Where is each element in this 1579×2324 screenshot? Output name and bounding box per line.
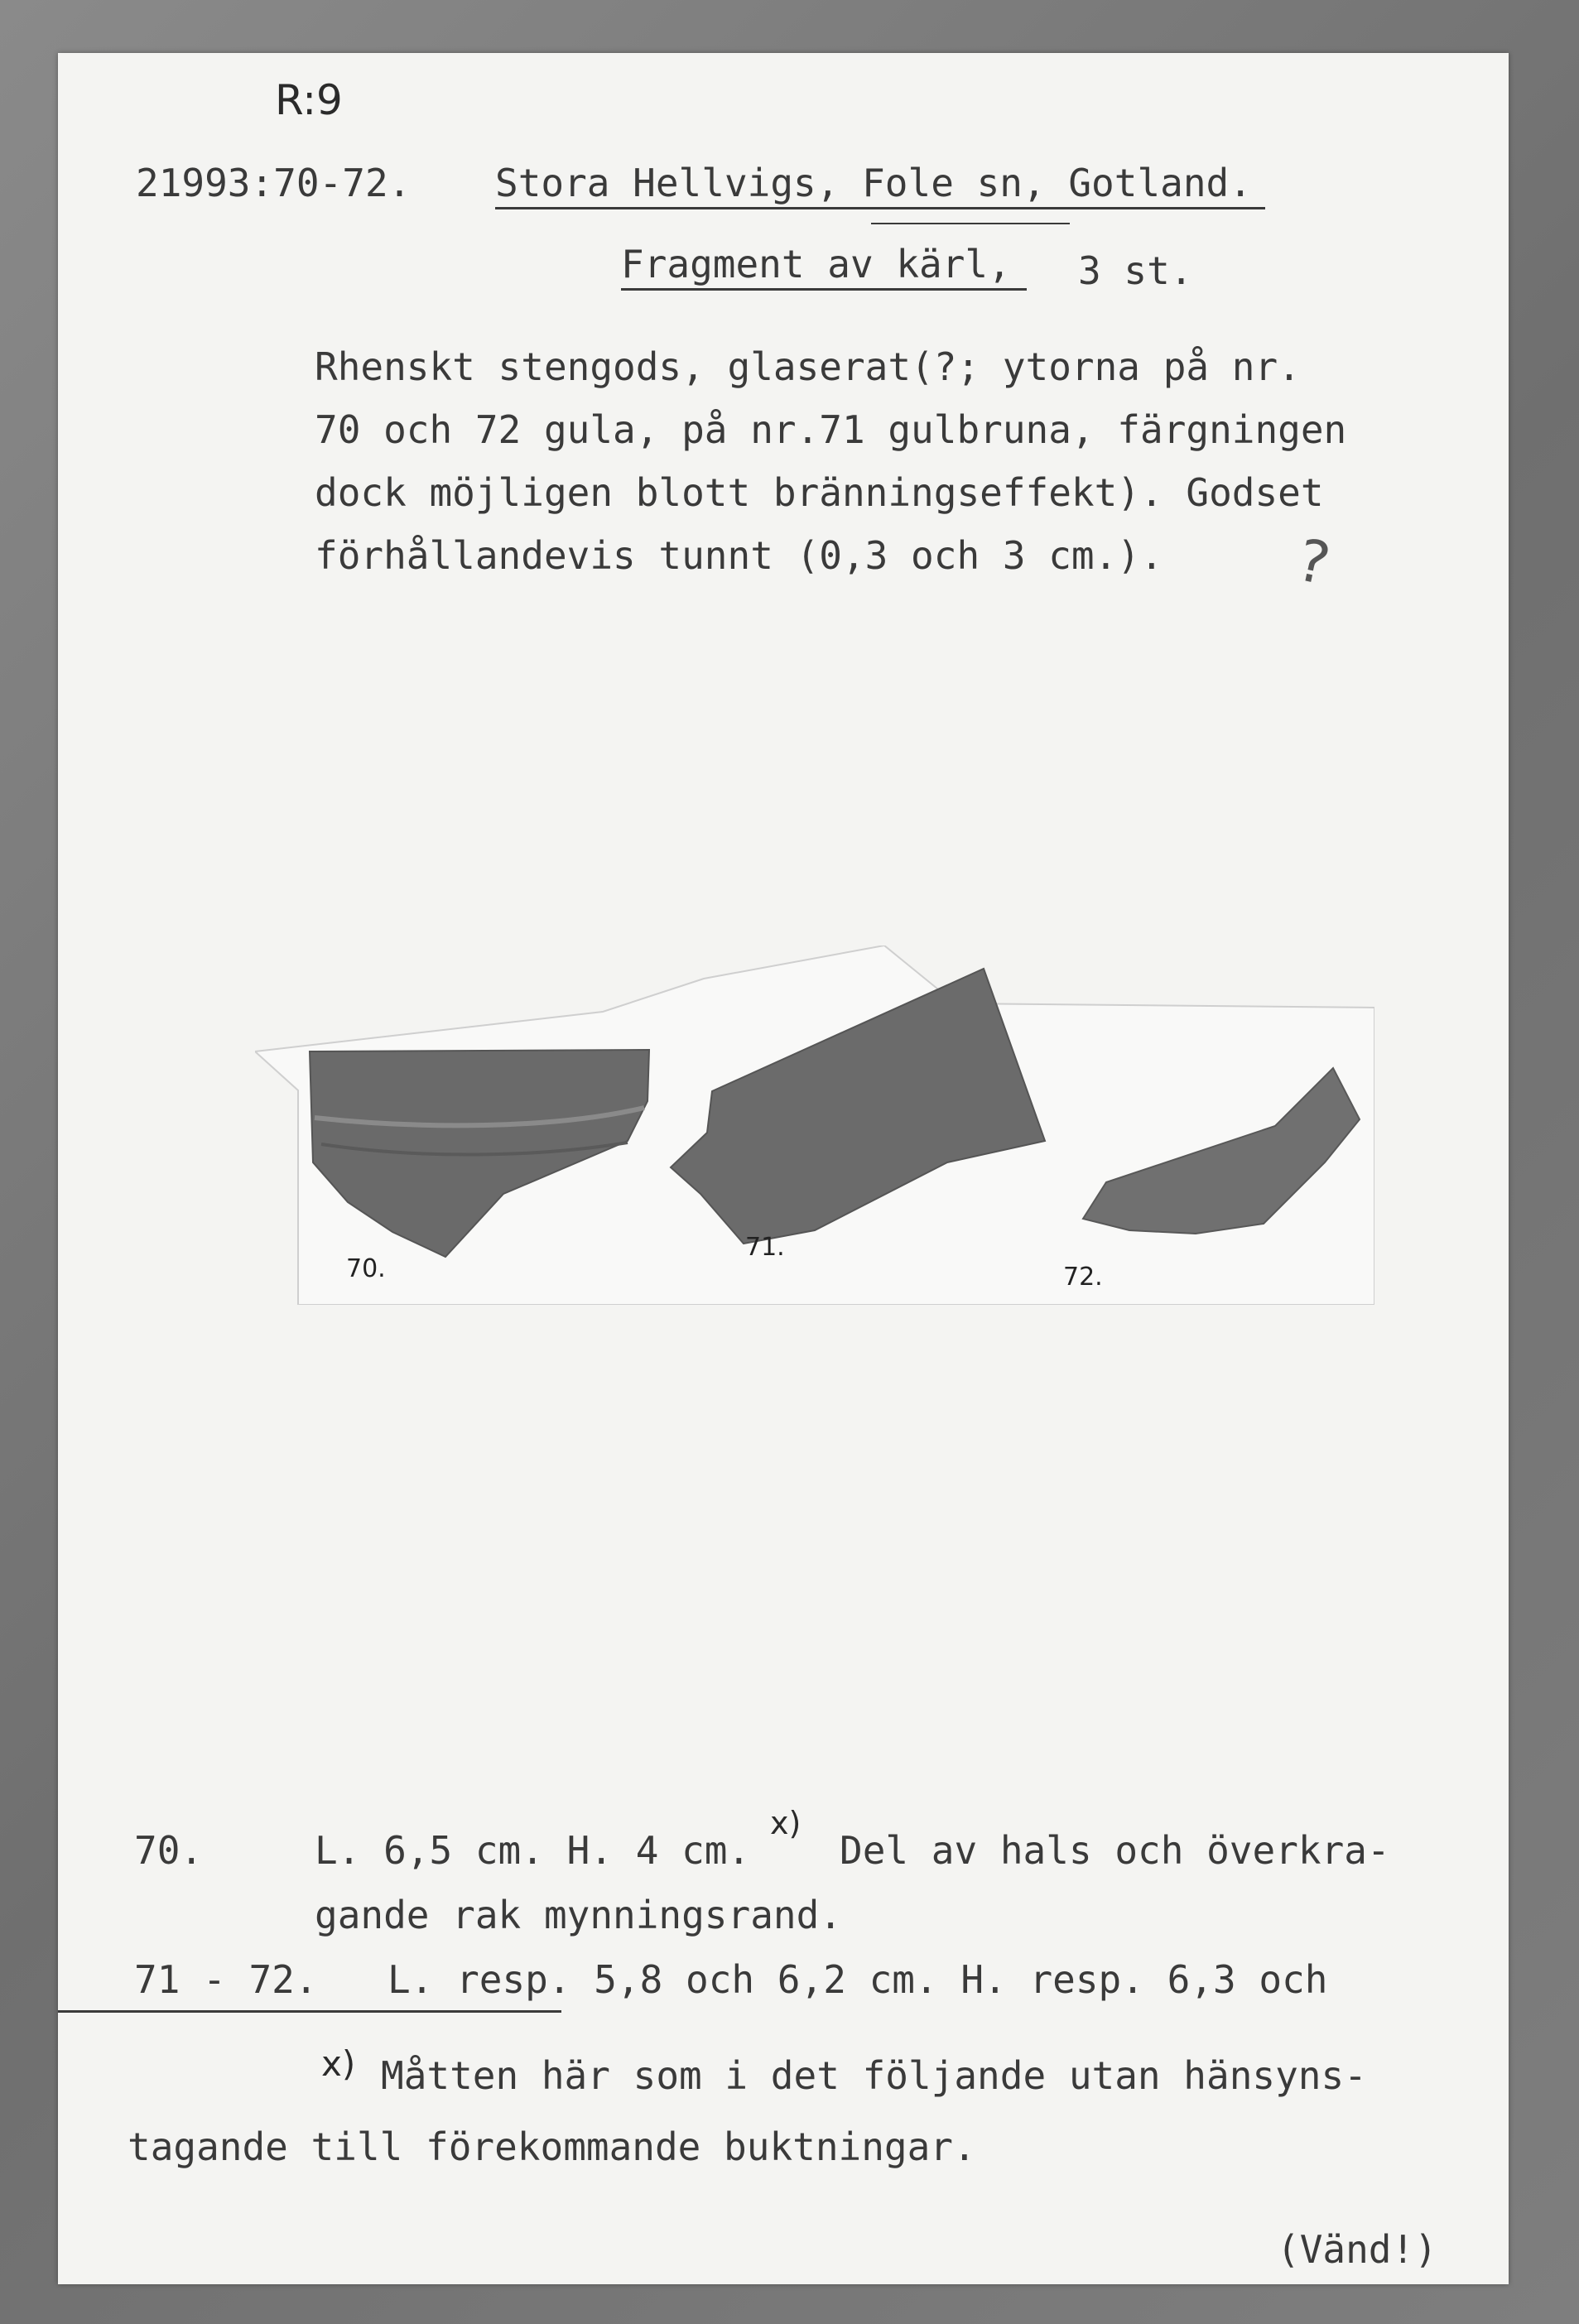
- object-underline: [621, 288, 1027, 291]
- handwritten-reference: R:9: [275, 76, 343, 124]
- entry-70-description-1: Del av hals och överkra-: [840, 1828, 1390, 1873]
- description-line-4: förhållandevis tunnt (0,3 och 3 cm.).: [315, 533, 1163, 578]
- object-count: 3 st.: [1078, 248, 1193, 293]
- photo-label-70: 70.: [346, 1254, 386, 1283]
- photo-label-72: 72.: [1063, 1263, 1103, 1292]
- photo-label-71: 71.: [745, 1233, 785, 1262]
- object-name: Fragment av kärl,: [621, 242, 1011, 286]
- entry-70-description-2: gande rak mynningsrand.: [315, 1893, 842, 1937]
- entry-70-number: 70.: [134, 1828, 204, 1873]
- fragments-photograph: [255, 945, 1374, 1305]
- catalog-card: [58, 53, 1509, 2284]
- description-line-1: Rhenskt stengods, glaserat(?; ytorna på nr.: [315, 344, 1301, 389]
- footnote-separator: [58, 2010, 561, 2013]
- handwritten-question-mark: ?: [1291, 526, 1336, 599]
- entry-71-72-measurements: L. resp. 5,8 och 6,2 cm. H. resp. 6,3 och: [388, 1957, 1328, 2002]
- turn-over-note: (Vänd!): [1277, 2227, 1437, 2272]
- catalog-number: 21993:70-72.: [136, 161, 412, 205]
- description-line-2: 70 och 72 gula, på nr.71 gulbruna, färgningen: [315, 407, 1347, 452]
- entry-70-measurements: L. 6,5 cm. H. 4 cm.: [315, 1828, 751, 1873]
- site-underline: [495, 207, 1265, 209]
- footnote-line-1: Måtten här som i det följande utan hänsyns-: [381, 2053, 1367, 2098]
- entry-70-footnote-mark: x): [770, 1805, 802, 1841]
- description-line-3: dock möjligen blott bränningseffekt). Godset: [315, 470, 1324, 515]
- footnote-line-2: tagande till förekommande buktningar.: [128, 2124, 976, 2169]
- site-name: Stora Hellvigs, Fole sn, Gotland.: [495, 161, 1252, 205]
- entry-71-72-number: 71 - 72.: [134, 1957, 318, 2002]
- footnote-mark: x): [321, 2043, 356, 2084]
- site-underline-short: [871, 223, 1070, 224]
